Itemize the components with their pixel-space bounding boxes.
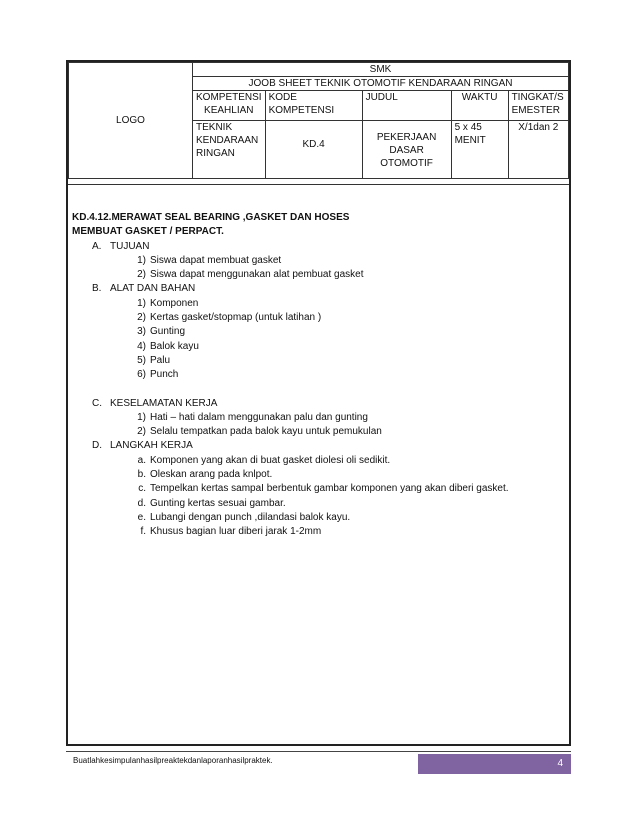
list-item: 1) Siswa dapat membuat gasket: [137, 254, 282, 266]
col-tingkat: TINGKAT/S EMESTER: [508, 91, 568, 121]
section-title: TUJUAN: [110, 240, 150, 252]
content-divider: [68, 184, 569, 185]
list-item: 6) Punch: [137, 369, 179, 381]
list-item: 2) Kertas gasket/stopmap (untuk latihan ): [137, 312, 322, 324]
section-label: A.: [92, 240, 102, 252]
list-item: b. Oleskan arang pada knlpot.: [137, 469, 273, 481]
job-sheet-content: [72, 211, 567, 540]
list-item: 3) Gunting: [137, 326, 186, 338]
header-table: [68, 62, 569, 179]
section-label: B.: [92, 283, 102, 295]
list-item: d. Gunting kertas sesuai gambar.: [137, 497, 286, 509]
footer-note: Buatlahkesimpulanhasilpreaktekdanlaporanhasilpraktek.: [73, 756, 273, 765]
list-item: 1) Komponen: [137, 297, 199, 309]
section-title: LANGKAH KERJA: [110, 440, 193, 452]
val-tingkat: X/1dan 2: [508, 121, 568, 179]
section-tujuan: [72, 240, 567, 283]
section-label: D.: [92, 440, 102, 452]
list-item: 2) Selalu tempatkan pada balok kayu untuk pemukulan: [137, 426, 382, 438]
val-kompetensi-keahlian: TEKNIK KENDARAAN RINGAN: [193, 121, 266, 179]
content-title-line1: KD.4.12.MERAWAT SEAL BEARING ,GASKET DAN HOSES: [72, 212, 350, 223]
page-number-badge: [418, 754, 571, 774]
list-item: 4) Balok kayu: [137, 340, 199, 352]
section-label: C.: [92, 397, 102, 409]
section-alat-bahan: [72, 282, 567, 382]
val-waktu: 5 x 45 MENIT: [451, 121, 508, 179]
section-title: ALAT DAN BAHAN: [110, 283, 196, 295]
school-name: SMK: [193, 63, 569, 77]
section-title: KESELAMATAN KERJA: [110, 397, 218, 409]
sheet-title: JOOB SHEET TEKNIK OTOMOTIF KENDARAAN RINGAN: [193, 77, 569, 91]
list-item: a. Komponen yang akan di buat gasket diolesi oli sedikit.: [137, 454, 391, 466]
list-item: e. Lubangi dengan punch ,dilandasi balok kayu.: [137, 511, 351, 523]
content-title-line2: MEMBUAT GASKET / PERPACT.: [72, 226, 224, 238]
page-number: 4: [557, 758, 563, 769]
footer-divider: [66, 751, 571, 752]
logo-cell: LOGO: [69, 63, 193, 179]
val-kode-kompetensi: KD.4: [265, 121, 362, 179]
section-keselamatan-kerja: [72, 397, 567, 440]
list-item: 5) Palu: [137, 354, 171, 366]
col-kompetensi-keahlian: KOMPETENSI KEAHLIAN: [193, 91, 266, 121]
col-waktu: WAKTU: [451, 91, 508, 121]
list-item: 2) Siswa dapat menggunakan alat pembuat gasket: [137, 269, 364, 281]
list-item: 1) Hati – hati dalam menggunakan palu dan gunting: [137, 411, 368, 423]
section-langkah-kerja: [72, 439, 567, 539]
val-judul: PEKERJAAN DASAR OTOMOTIF: [362, 121, 451, 179]
list-item: c. Tempelkan kertas sampaI berbentuk gambar komponen yang akan diberi gasket.: [138, 483, 509, 495]
col-kode-kompetensi: KODE KOMPETENSI: [265, 91, 362, 121]
list-item: f. Khusus bagian luar diberi jarak 1-2mm: [140, 526, 322, 538]
col-judul: JUDUL: [362, 91, 451, 121]
